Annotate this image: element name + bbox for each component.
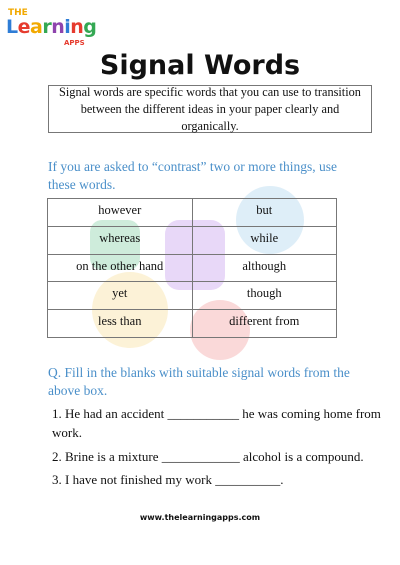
question-text: Q. Fill in the blanks with suitable signal words from the above box. bbox=[48, 365, 350, 398]
table-cell: however bbox=[48, 199, 193, 227]
signal-words-table bbox=[47, 198, 337, 338]
table-row bbox=[48, 199, 337, 227]
table-row bbox=[48, 310, 337, 338]
table-row bbox=[48, 282, 337, 310]
table-cell: whereas bbox=[48, 226, 193, 254]
logo-letter: i bbox=[64, 16, 71, 38]
table-cell: though bbox=[192, 282, 337, 310]
table-row bbox=[48, 254, 337, 282]
table-cell: although bbox=[192, 254, 337, 282]
exercise-item: 1. He had an accident ___________ he was coming home from work. bbox=[52, 406, 381, 440]
exercise-item: 3. I have not finished my work __________. bbox=[52, 472, 284, 487]
table-cell: on the other hand bbox=[48, 254, 193, 282]
logo bbox=[6, 8, 98, 48]
logo-prefix: THE bbox=[8, 8, 28, 18]
logo-letter: n bbox=[51, 16, 65, 38]
logo-letter: L bbox=[6, 16, 18, 38]
table-cell: less than bbox=[48, 310, 193, 338]
logo-name bbox=[6, 16, 96, 38]
table-cell: but bbox=[192, 199, 337, 227]
instruction-text: If you are asked to “contrast” two or more things, use these words. bbox=[48, 159, 338, 192]
table-cell: yet bbox=[48, 282, 193, 310]
page-title: Signal Words bbox=[99, 50, 301, 81]
exercise-item: 2. Brine is a mixture ____________ alcohol is a compound. bbox=[52, 449, 364, 464]
intro-box bbox=[48, 85, 372, 133]
logo-letter: e bbox=[17, 16, 30, 38]
logo-letter: n bbox=[70, 16, 84, 38]
table-row bbox=[48, 226, 337, 254]
footer-url: www.thelearningapps.com bbox=[139, 513, 261, 522]
table-cell: different from bbox=[192, 310, 337, 338]
table-cell: while bbox=[192, 226, 337, 254]
logo-letter: r bbox=[42, 16, 52, 38]
logo-suffix: APPS bbox=[64, 39, 85, 47]
logo-letter: g bbox=[83, 16, 97, 38]
intro-text: Signal words are specific words that you can use to transition between the different ideas in your paper clearly and organically. bbox=[59, 84, 361, 133]
logo-letter: a bbox=[30, 16, 43, 38]
